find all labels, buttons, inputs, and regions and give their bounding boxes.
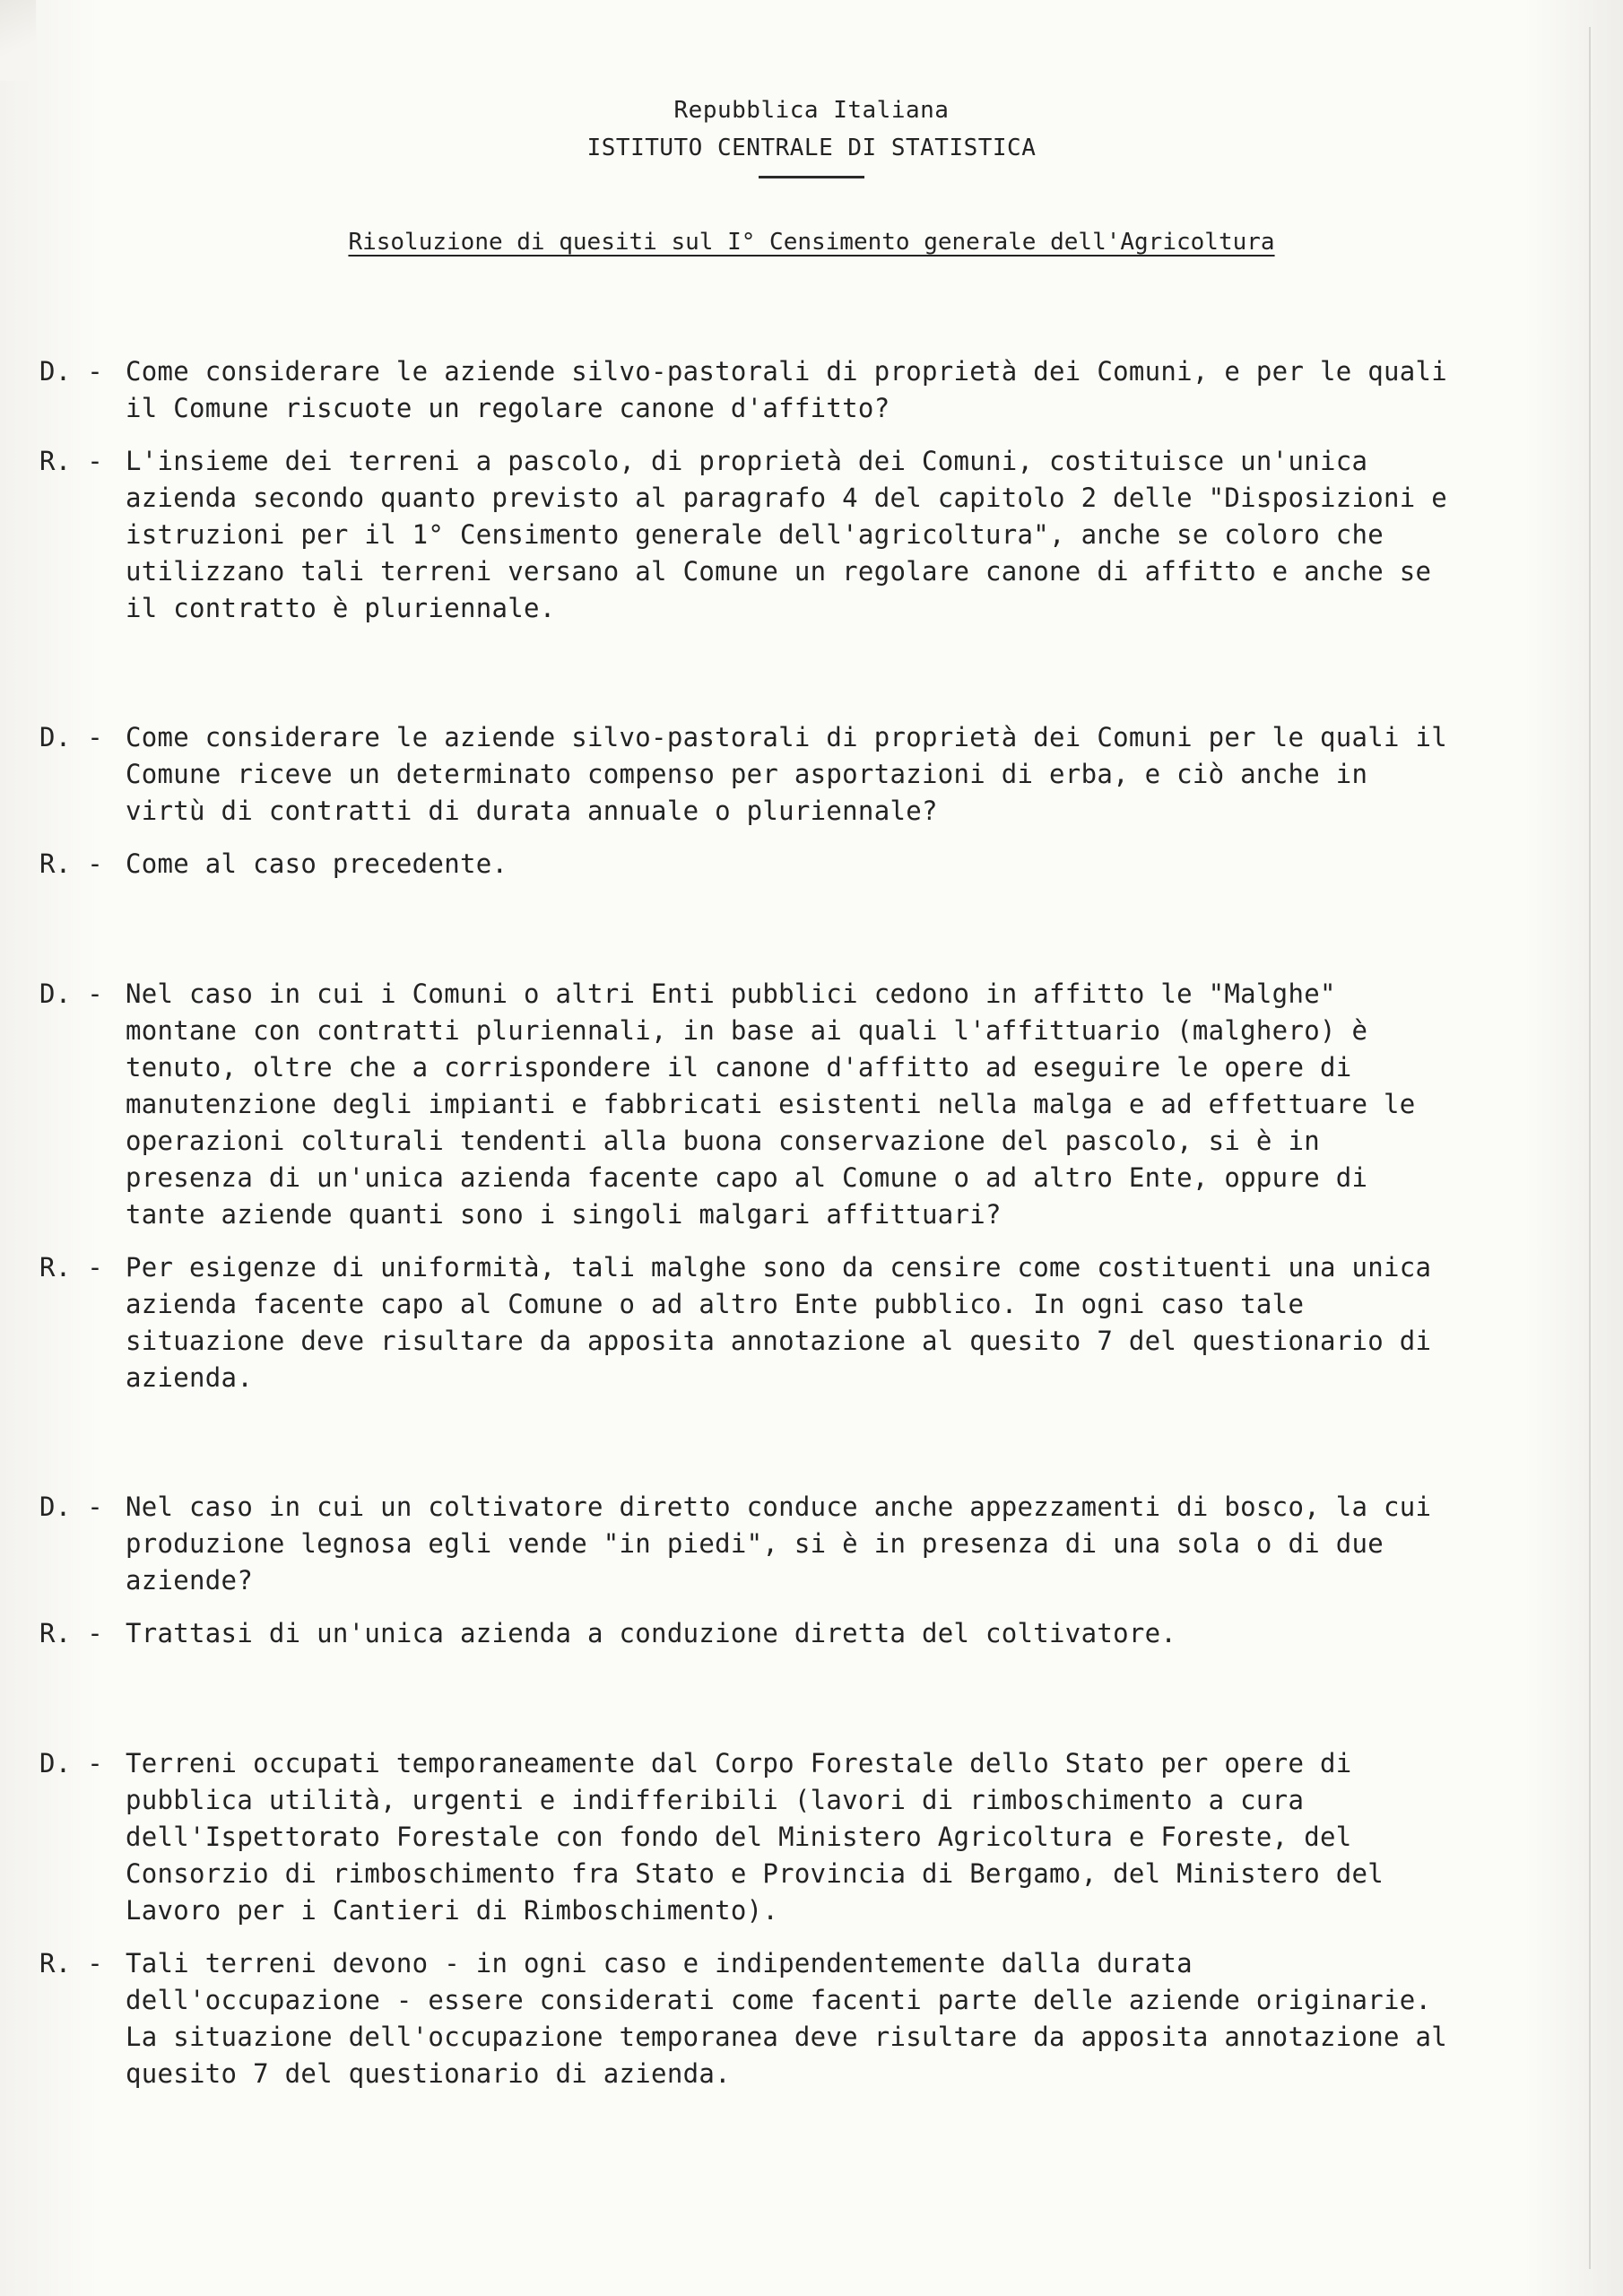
question-label: D. - xyxy=(39,722,104,752)
question-text: Nel caso in cui un coltivatore diretto conduce anche appezzamenti di bosco, la cui produzione legnosa egli vende "in piedi", si è in presenza di una sola o di due aziende? xyxy=(126,1492,1432,1596)
qa-block-1 xyxy=(39,353,1456,643)
question-text: Come considerare le aziende silvo-pastorali di proprietà dei Comuni, e per le quali il Comune riscuote un regolare canone d'affitto? xyxy=(126,356,1448,423)
question-label: D. - xyxy=(39,356,104,387)
answer-4 xyxy=(39,1615,1456,1652)
answer-5 xyxy=(39,1945,1456,2092)
page-corner-fold xyxy=(0,0,36,81)
answer-2 xyxy=(39,846,1456,883)
answer-1 xyxy=(39,443,1456,627)
answer-text: Trattasi di un'unica azienda a conduzione diretta del coltivatore. xyxy=(126,1618,1177,1648)
question-3 xyxy=(39,976,1456,1233)
question-label: D. - xyxy=(39,1492,104,1522)
question-text: Come considerare le aziende silvo-pastorali di proprietà dei Comuni per le quali il Comune riceve un determinato compenso per asportazioni di erba, e ciò anche in virtù di contratti di durata annuale o pluriennale? xyxy=(126,722,1448,826)
header-institute: ISTITUTO CENTRALE DI STATISTICA xyxy=(586,135,1037,161)
answer-label: R. - xyxy=(39,848,104,879)
answer-text: Per esigenze di uniformità, tali malghe sono da censire come costituenti una unica azienda facente capo al Comune o ad altro Ente pubblico. In ogni caso tale situazione deve risultare da apposita annotazione al quesito 7 del questionario di azienda. xyxy=(126,1252,1432,1393)
question-4 xyxy=(39,1489,1456,1599)
qa-block-5 xyxy=(39,1745,1456,2109)
document-title: Risoluzione di quesiti sul I° Censimento generale dell'Agricoltura xyxy=(348,229,1275,256)
question-label: D. - xyxy=(39,978,104,1009)
question-2 xyxy=(39,719,1456,830)
answer-label: R. - xyxy=(39,1618,104,1648)
header-republic: Repubblica Italiana xyxy=(673,97,950,124)
answer-text: Tali terreni devono - in ogni caso e indipendentemente dalla durata dell'occupazione - essere considerati come facenti parte delle aziende originarie. La situazione dell'occupazione temporanea deve risultare da apposita annotazione al quesito 7 del questionario di azienda. xyxy=(126,1948,1448,2089)
page-edge xyxy=(1589,27,1591,2269)
question-1 xyxy=(39,353,1456,427)
qa-block-3 xyxy=(39,976,1456,1413)
answer-text: Come al caso precedente. xyxy=(126,848,508,879)
question-text: Nel caso in cui i Comuni o altri Enti pubblici cedono in affitto le "Malghe" montane con contratti pluriennali, in base ai quali l'affittuario (malghero) è tenuto, oltre che a corrispondere il canone d'affitto ad eseguire le opere di manutenzione degli impianti e fabbricati esistenti nella malga e ad effettuare le operazioni colturali tendenti alla buona conservazione del pascolo, si è in presenza di un'unica azienda facente capo al Comune o ad altro Ente, oppure di tante aziende quanti sono i singoli malgari affittuari? xyxy=(126,978,1416,1230)
answer-label: R. - xyxy=(39,1252,104,1283)
answer-3 xyxy=(39,1249,1456,1396)
document-header xyxy=(0,91,1623,178)
header-rule xyxy=(759,176,864,178)
qa-block-2 xyxy=(39,719,1456,899)
question-label: D. - xyxy=(39,1748,104,1779)
answer-label: R. - xyxy=(39,1948,104,1979)
qa-block-4 xyxy=(39,1489,1456,1668)
answer-text: L'insieme dei terreni a pascolo, di proprietà dei Comuni, costituisce un'unica azienda secondo quanto previsto al paragrafo 4 del capitolo 2 delle "Disposizioni e istruzioni per il 1° Censimento generale dell'agricoltura", anche se coloro che utilizzano tali terreni versano al Comune un regolare canone di affitto e anche se il contratto è pluriennale. xyxy=(126,446,1448,623)
question-5 xyxy=(39,1745,1456,1929)
answer-label: R. - xyxy=(39,446,104,476)
question-text: Terreni occupati temporaneamente dal Corpo Forestale dello Stato per opere di pubblica utilità, urgenti e indifferibili (lavori di rimboschimento a cura dell'Ispettorato Forestale con fondo del Ministero Agricoltura e Foreste, del Consorzio di rimboschimento fra Stato e Provincia di Bergamo, del Ministero del Lavoro per i Cantieri di Rimboschimento). xyxy=(126,1748,1384,1926)
